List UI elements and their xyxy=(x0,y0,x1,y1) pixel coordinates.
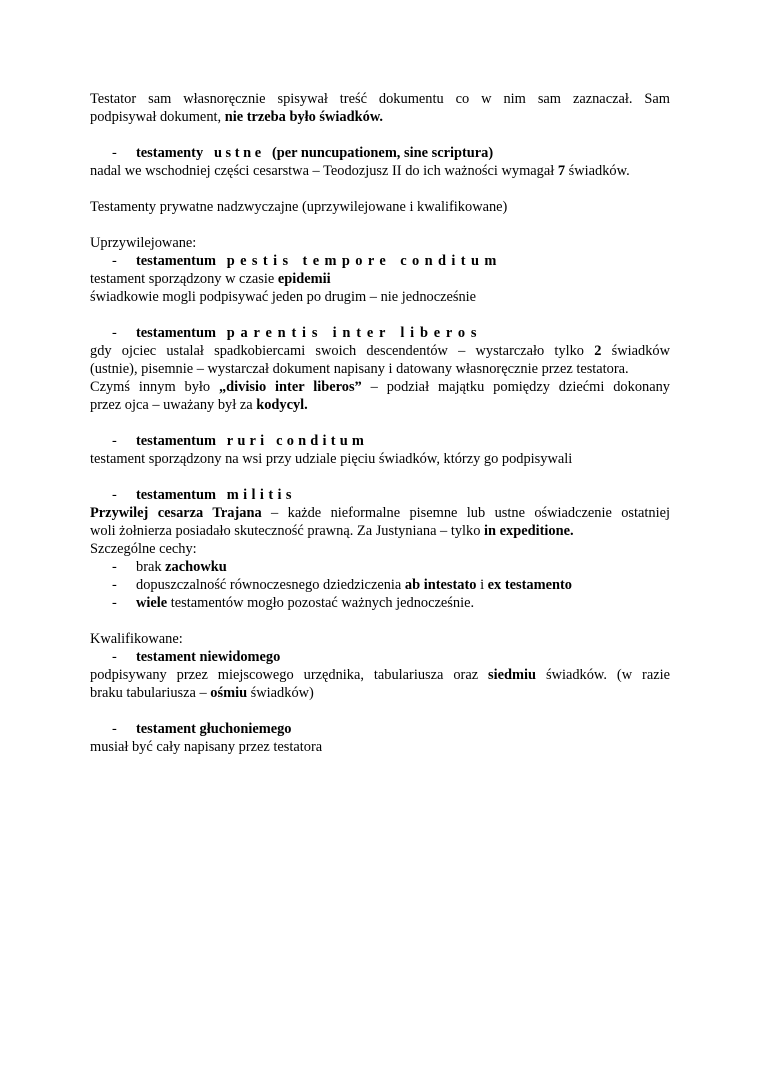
militis-features-label: Szczególne cechy: xyxy=(90,541,197,557)
ruri-body: testament sporządzony na wsi przy udziale pięciu świadków, którzy go podpisywali xyxy=(90,451,573,467)
militis-line-2: woli żołnierza posiadało skuteczność prawną. Za Justyniana – tylko in expeditione. xyxy=(90,523,574,539)
militis-feature-3: - wiele testamentów mogło pozostać ważnych jednocześnie. xyxy=(112,595,475,611)
militis-line-1: Przywilej cesarza Trajana – każde nieformalne pisemne lub ustne oświadczenie ostatniej xyxy=(90,505,670,521)
intro-line-1: Testator sam własnoręcznie spisywał treść dokumentu co w nim sam zaznaczał. Sam xyxy=(90,91,670,107)
parentis-line-3: Czymś innym było „divisio inter liberos” – podział majątku pomiędzy dziećmi dokonany xyxy=(90,379,670,395)
militis-feature-2: - dopuszczalność równoczesnego dziedziczenia ab intestato i ex testamento xyxy=(112,577,572,593)
heading-militis: - testamentum militis xyxy=(112,487,296,503)
pestis-line-2: świadkowie mogli podpisywać jeden po drugim – nie jednocześnie xyxy=(90,289,477,305)
heading-gluchoniemego: - testament głuchoniemego xyxy=(112,721,292,737)
intro-line-2: podpisywał dokument, nie trzeba było świadków. xyxy=(90,109,384,125)
heading-testamenty-ustne: - testamenty ustne (per nuncupationem, sine scriptura) xyxy=(112,145,494,161)
ustne-body: nadal we wschodniej części cesarstwa – Teodozjusz II do ich ważności wymagał 7 świadków. xyxy=(90,163,630,179)
qualified-label: Kwalifikowane: xyxy=(90,631,183,647)
heading-pestis: - testamentum pestis tempore conditum xyxy=(112,253,502,269)
parentis-line-4: przez ojca – uważany był za kodycyl. xyxy=(90,397,308,413)
militis-feature-1: - brak zachowku xyxy=(112,559,227,575)
gluchoniemego-body: musiał być cały napisany przez testatora xyxy=(90,739,323,755)
heading-niewidomego: - testament niewidomego xyxy=(112,649,281,665)
parentis-line-2: (ustnie), pisemnie – wystarczał dokument napisany i datowany własnoręcznie przez testatora. xyxy=(90,361,629,377)
document-content xyxy=(90,90,670,756)
pestis-line-1: testament sporządzony w czasie epidemii xyxy=(90,271,331,287)
heading-parentis: - testamentum parentis inter liberos xyxy=(112,325,483,341)
heading-ruri: - testamentum ruri conditum xyxy=(112,433,369,449)
niewidomego-line-2: braku tabulariusza – ośmiu świadków) xyxy=(90,685,314,701)
private-title: Testamenty prywatne nadzwyczajne (uprzywilejowane i kwalifikowane) xyxy=(90,199,508,215)
parentis-line-1: gdy ojciec ustalał spadkobiercami swoich descendentów – wystarczało tylko 2 świadków xyxy=(90,343,670,359)
niewidomego-line-1: podpisywany przez miejscowego urzędnika, tabulariusza oraz siedmiu świadków. (w razie xyxy=(90,667,670,683)
privileged-label: Uprzywilejowane: xyxy=(90,235,197,251)
